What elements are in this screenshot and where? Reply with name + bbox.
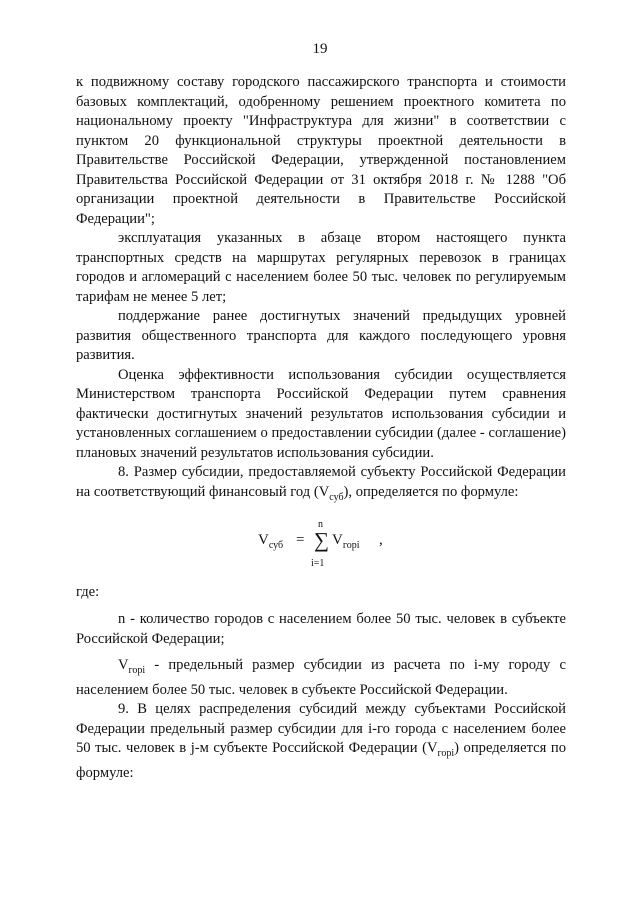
paragraph-text: 9. В целях распределения субсидий между субъектами Российской Федерации предельный размер субсидии для i-го города с населением более 50 тыс. человек в j-м субъекте Российской Федерации ( [76,701,566,757]
formula-v-sub [76,513,566,573]
symbol-v-sub: $V_{суб}$ [318,483,344,503]
paragraph-text: ) определяется по формуле: [76,740,566,781]
paragraph-item-8 [76,463,566,507]
paragraph: где: [76,583,100,600]
paragraph: Оценка эффективности использования субсидии осуществляется Министерством транспорта Российской Федерации путем сравнения фактически достигнутых значений результатов использования субсидии и установленных соглашением о предоставлении субсидии (далее - соглашение) плановых значений результатов использования субсидии. [76,366,566,461]
formula-equals: = [296,531,305,548]
sum-sign: ∑ [314,527,329,552]
symbol-v-gor: $V_{горi}$ [118,657,146,677]
paragraph: к подвижному составу городского пассажирского транспорта и стоимости базовых комплектаций, одобренному решением проектного комитета по национальному проекту "Инфраструктура для жизни" в соответствии с пунктом 20 функциональной структуры проектной деятельности в Правительстве Российской Федерации, утвержденной постановлением Правительства Российской Федерации от 31 октября 2018 г. № 1288 "Об организации проектной деятельности в Правительстве Российской Федерации"; [76,74,566,227]
formula-lhs: $V_{суб}$ [258,531,284,551]
paragraph-text: ), определяется по формуле: [343,483,519,500]
paragraph: поддержание ранее достигнутых значений предыдущих уровней развития общественного транспорта для каждого последующего уровня развития. [76,308,566,363]
paragraph [76,656,566,700]
formula-rhs: $V_{горi}$ [332,531,360,551]
page-number: 19 [312,41,328,57]
paragraph-text: 8. Размер субсидии, предоставляемой субъекту Российской Федерации на соответствующий финансовый год ( [76,464,566,500]
paragraph-item-9 [76,700,566,783]
document-body [76,73,566,783]
paragraph: n - количество городов с населением более 50 тыс. человек в субъекте Российской Федерации; [76,611,566,647]
sum-upper-limit: n [318,518,323,530]
paragraph: эксплуатация указанных в абзаце втором настоящего пункта транспортных средств на маршрутах регулярных перевозок в границах городов и агломераций с населением более 50 тыс. человек по регулируемым тарифам не менее 5 лет; [76,230,566,305]
sum-lower-limit: i=1 [311,557,325,569]
formula-comma: , [379,531,383,548]
symbol-v-gor: $V_{горi}$ [426,740,455,760]
paragraph-text: - предельный размер субсидии из расчета по i-му городу с населением более 50 тыс. человек в субъекте Российской Федерации. [76,657,566,698]
